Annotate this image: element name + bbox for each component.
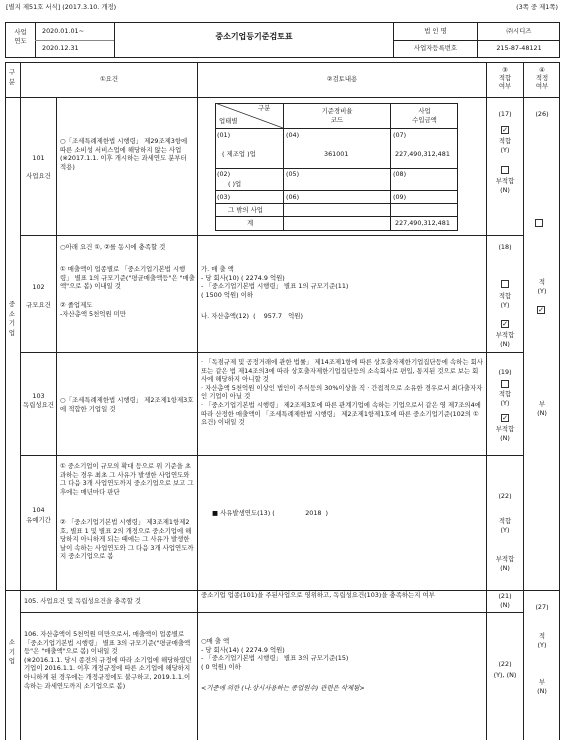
fit-header: ③ 적합 여부: [498, 66, 512, 90]
row-106-requirement: 106. 자산총액이 5천억원 미만으로서, 매출액이 업종별로 「중소기업기본법 시행령」 별표 3의 규모기준("평균매출액등"은 "매출액"으로 봄) 이내일 것 (※2016.1.1. 당시 종전의 규정에 따라 소기업에 해당하였던 기업이 2016.1.1. 이후 개정규정에 따른 소기업에 해당하지 아니하게 된 경우에는 개정규정에도 불구하고, 2019.1.1.이 속하는 과세연도까지 소기업으로 봄): [24, 630, 192, 690]
business-1: ( 제조업 )업: [222, 150, 256, 158]
proper-yes: 적 (Y): [537, 278, 547, 295]
checkbox-103-unfit[interactable]: ✓: [502, 414, 508, 422]
fit-yes-label: 적합 (Y): [498, 292, 512, 309]
biz-no-label: 사업자등록번호: [413, 44, 458, 52]
requirement-header: ①요건: [99, 75, 119, 83]
biz-no: 215-87-48121: [496, 44, 542, 52]
table-head-code: 기준경비율 코드: [321, 107, 353, 124]
row-101-name: 사업요건: [26, 172, 51, 180]
row-105-review: 중소기업 업종(101)을 주된사업으로 영위하고, 독립성요건(103)을 충족하는지 여부: [201, 591, 435, 599]
fit-yn-105: (N): [500, 601, 510, 609]
fit-no-21: (21): [498, 592, 512, 600]
division-header: 구 분: [8, 68, 16, 86]
fit-yes-label: 적합 (Y): [498, 137, 512, 154]
row-104-review: ■ 사유발생연도(13) ( 2018 ): [212, 509, 329, 517]
fit-no-label: 부적합 (N): [495, 425, 515, 442]
row-102-review-assets: 나. 자산총액(12) ( 957.7 억원): [201, 312, 303, 320]
table-head-kind: 구분: [258, 104, 271, 112]
cell-09: (09): [393, 193, 407, 201]
proper-yes-106: 적 (Y): [537, 632, 547, 649]
checkbox-101-unfit[interactable]: [501, 166, 509, 174]
row-104-req-1: ① 중소기업이 규모의 확대 등으로 위 기준을 초과하는 경우 최초 그 사유가 발생한 사업연도와 그 다음 3개 사업연도까지 중소기업으로 보고 그 후에는 매년마다 판단: [60, 462, 194, 496]
fit-no-label: 부적합 (N): [495, 555, 515, 572]
cell-01: (01): [217, 131, 231, 139]
income-1: 227,490,312,481: [395, 150, 450, 158]
proper-no-106: 부 (N): [537, 678, 547, 695]
checkbox-101-fit[interactable]: ✓: [502, 126, 508, 134]
cell-07: (07): [393, 131, 407, 139]
row-102-no: 102: [32, 283, 45, 291]
cell-06: (06): [286, 193, 300, 201]
row-101-requirement: ○「조세특례제한법 시행령」 제29조제3항에 따른 소비성 서비스업에 해당하지 않는 사업 (※2017.1.1. 이후 개시하는 과세연도 분부터 적용): [60, 137, 188, 171]
fit-yes-label: 적합 (Y): [498, 517, 512, 534]
row-106-note: <기준에 의한 (나.상시사용하는 종업원수) 관련은 삭제됨>: [201, 684, 365, 692]
corp-name-label: 법 인 명: [424, 27, 447, 35]
fit-no-22b: (22): [498, 660, 512, 668]
fit-no-18: (18): [498, 243, 512, 251]
corp-name: ㈜시디즈: [506, 27, 532, 35]
checkbox-proper-yes[interactable]: ✓: [538, 306, 544, 314]
cell-04: (04): [286, 131, 300, 139]
row-104-req-2: ② 「중소기업기본법 시행령」 제3조제1항제2호, 별표 1 및 별표 2의 개정으로 중소기업에 해당하지 아니하게 되는 때에는 그 사유가 발생한 날이 속하는 사업연도와 그 다음 3개 사업연도까지 중소기업으로 봄: [60, 518, 194, 561]
row-103-name: 독립성요건: [23, 401, 54, 409]
checkbox-102-fit[interactable]: [501, 280, 509, 288]
page-title: 중소기업등기준검토표: [215, 32, 293, 41]
row-104-no: 104: [32, 506, 45, 514]
cell-05: (05): [286, 170, 300, 178]
row-106-review: ○매 출 액 - 당 회사(14) ( 2274.9 억원) - 「중소기업기본법 시행령」 별표 3의 규모기준(15) ( 0 억원) 이하: [201, 637, 349, 671]
cell-03: (03): [217, 193, 231, 201]
fit-no-label: 부적합 (N): [495, 177, 515, 194]
cell-02: (02): [217, 170, 231, 178]
cell-08: (08): [393, 170, 407, 178]
fit-no-19: (19): [498, 368, 512, 376]
row-102-req-2: ② 졸업제도 -자산총액 5천억원 미만: [60, 301, 126, 318]
row-103-review: · 「독점규제 및 공정거래에 관한 법률」 제14조제1항에 따른 상호출자제한기업집단등에 속하는 회사 또는 같은 법 제14조의3에 따라 상호출자제한기업집단등의 소속회사로 편입, 통지된 것으로 보는 회사에 해당하지 아니할 것 · 자산총액 5천억원 이상인 법인이 주식등의 30%이상을 직 · 간접적으로 소유한 경우로서 최다출자자인 기업이 아닐 것 · 「중소기업기본법 시행령」 제2조제3호에 따른 관계기업에 속하는 기업으로서 같은 영 제7조의4에 따라 산정한 매출액이 「조세특례제한법 시행령」 제2조제1항제1호에 따른 중소기업기준(102의 ①요건) 이내일 것: [201, 358, 483, 427]
proper-no: 부 (N): [537, 400, 547, 417]
row-102-req-1: ① 매출액이 업종별로 「중소기업기본법 시행령」 별표 1의 규모기준("평균매출액등"은 "매출액"으로 봄) 이내일 것: [60, 265, 195, 291]
checkbox-proper-26[interactable]: [535, 219, 543, 227]
row-104-name: 유예기간: [26, 516, 51, 524]
checkbox-102-unfit[interactable]: ✓: [502, 320, 508, 328]
code-1: 361001: [324, 150, 349, 158]
checkbox-103-fit[interactable]: [501, 380, 509, 388]
row-102-review-sales: 가. 매 출 액 - 당 회사(10) ( 2274.9 억원) - 「중소기업기본법 시행령」 별표 1의 규모기준(11) ( 1500 억원) 이하: [201, 265, 349, 299]
other-business: 그 밖의 사업: [228, 206, 263, 214]
fit-yes-label: 적합 (Y): [498, 390, 512, 407]
fit-yn-106: (Y), (N): [493, 671, 517, 679]
row-103-requirement: ○「조세특례제한법 시행령」 제2조제1항제3호에 적합한 기업일 것: [60, 396, 194, 413]
business-2: ( )업: [228, 180, 242, 188]
form-reference: [별지 제51호 서식] (2017.3.10. 개정): [6, 3, 117, 11]
proper-no-26: (26): [535, 110, 549, 118]
row-103-no: 103: [32, 392, 45, 400]
page-reference: (3쪽 중 제1쪽): [516, 3, 558, 11]
row-105-requirement: 105. 사업요건 및 독립성요건을 충족할 것: [24, 597, 141, 605]
fit-no-17: (17): [498, 110, 512, 118]
review-header: ②검토내용: [326, 75, 358, 83]
year-label: 사업 연도: [14, 28, 27, 45]
row-102-intro: ○아래 요건 ①, ②를 동시에 충족할 것: [60, 243, 166, 251]
total-income: 227,490,312,481: [395, 219, 450, 227]
section-sme: 중 소 기 업: [8, 300, 16, 337]
section-small-business: 소 기 업: [8, 638, 16, 665]
fit-no-label: 부적합 (N): [495, 331, 515, 348]
fit-no-22: (22): [498, 492, 512, 500]
table-head-business: 업태별: [219, 117, 238, 125]
period-end: 2020.12.31: [42, 44, 79, 52]
total-label: 계: [247, 219, 254, 227]
proper-header: ④ 적정 여부: [535, 66, 549, 90]
period-start: 2020.01.01~: [42, 27, 84, 35]
proper-no-27: (27): [535, 603, 549, 611]
row-102-name: 규모요건: [26, 301, 51, 309]
row-101-no: 101: [32, 154, 45, 162]
table-head-income: 사업 수입금액: [412, 107, 437, 124]
